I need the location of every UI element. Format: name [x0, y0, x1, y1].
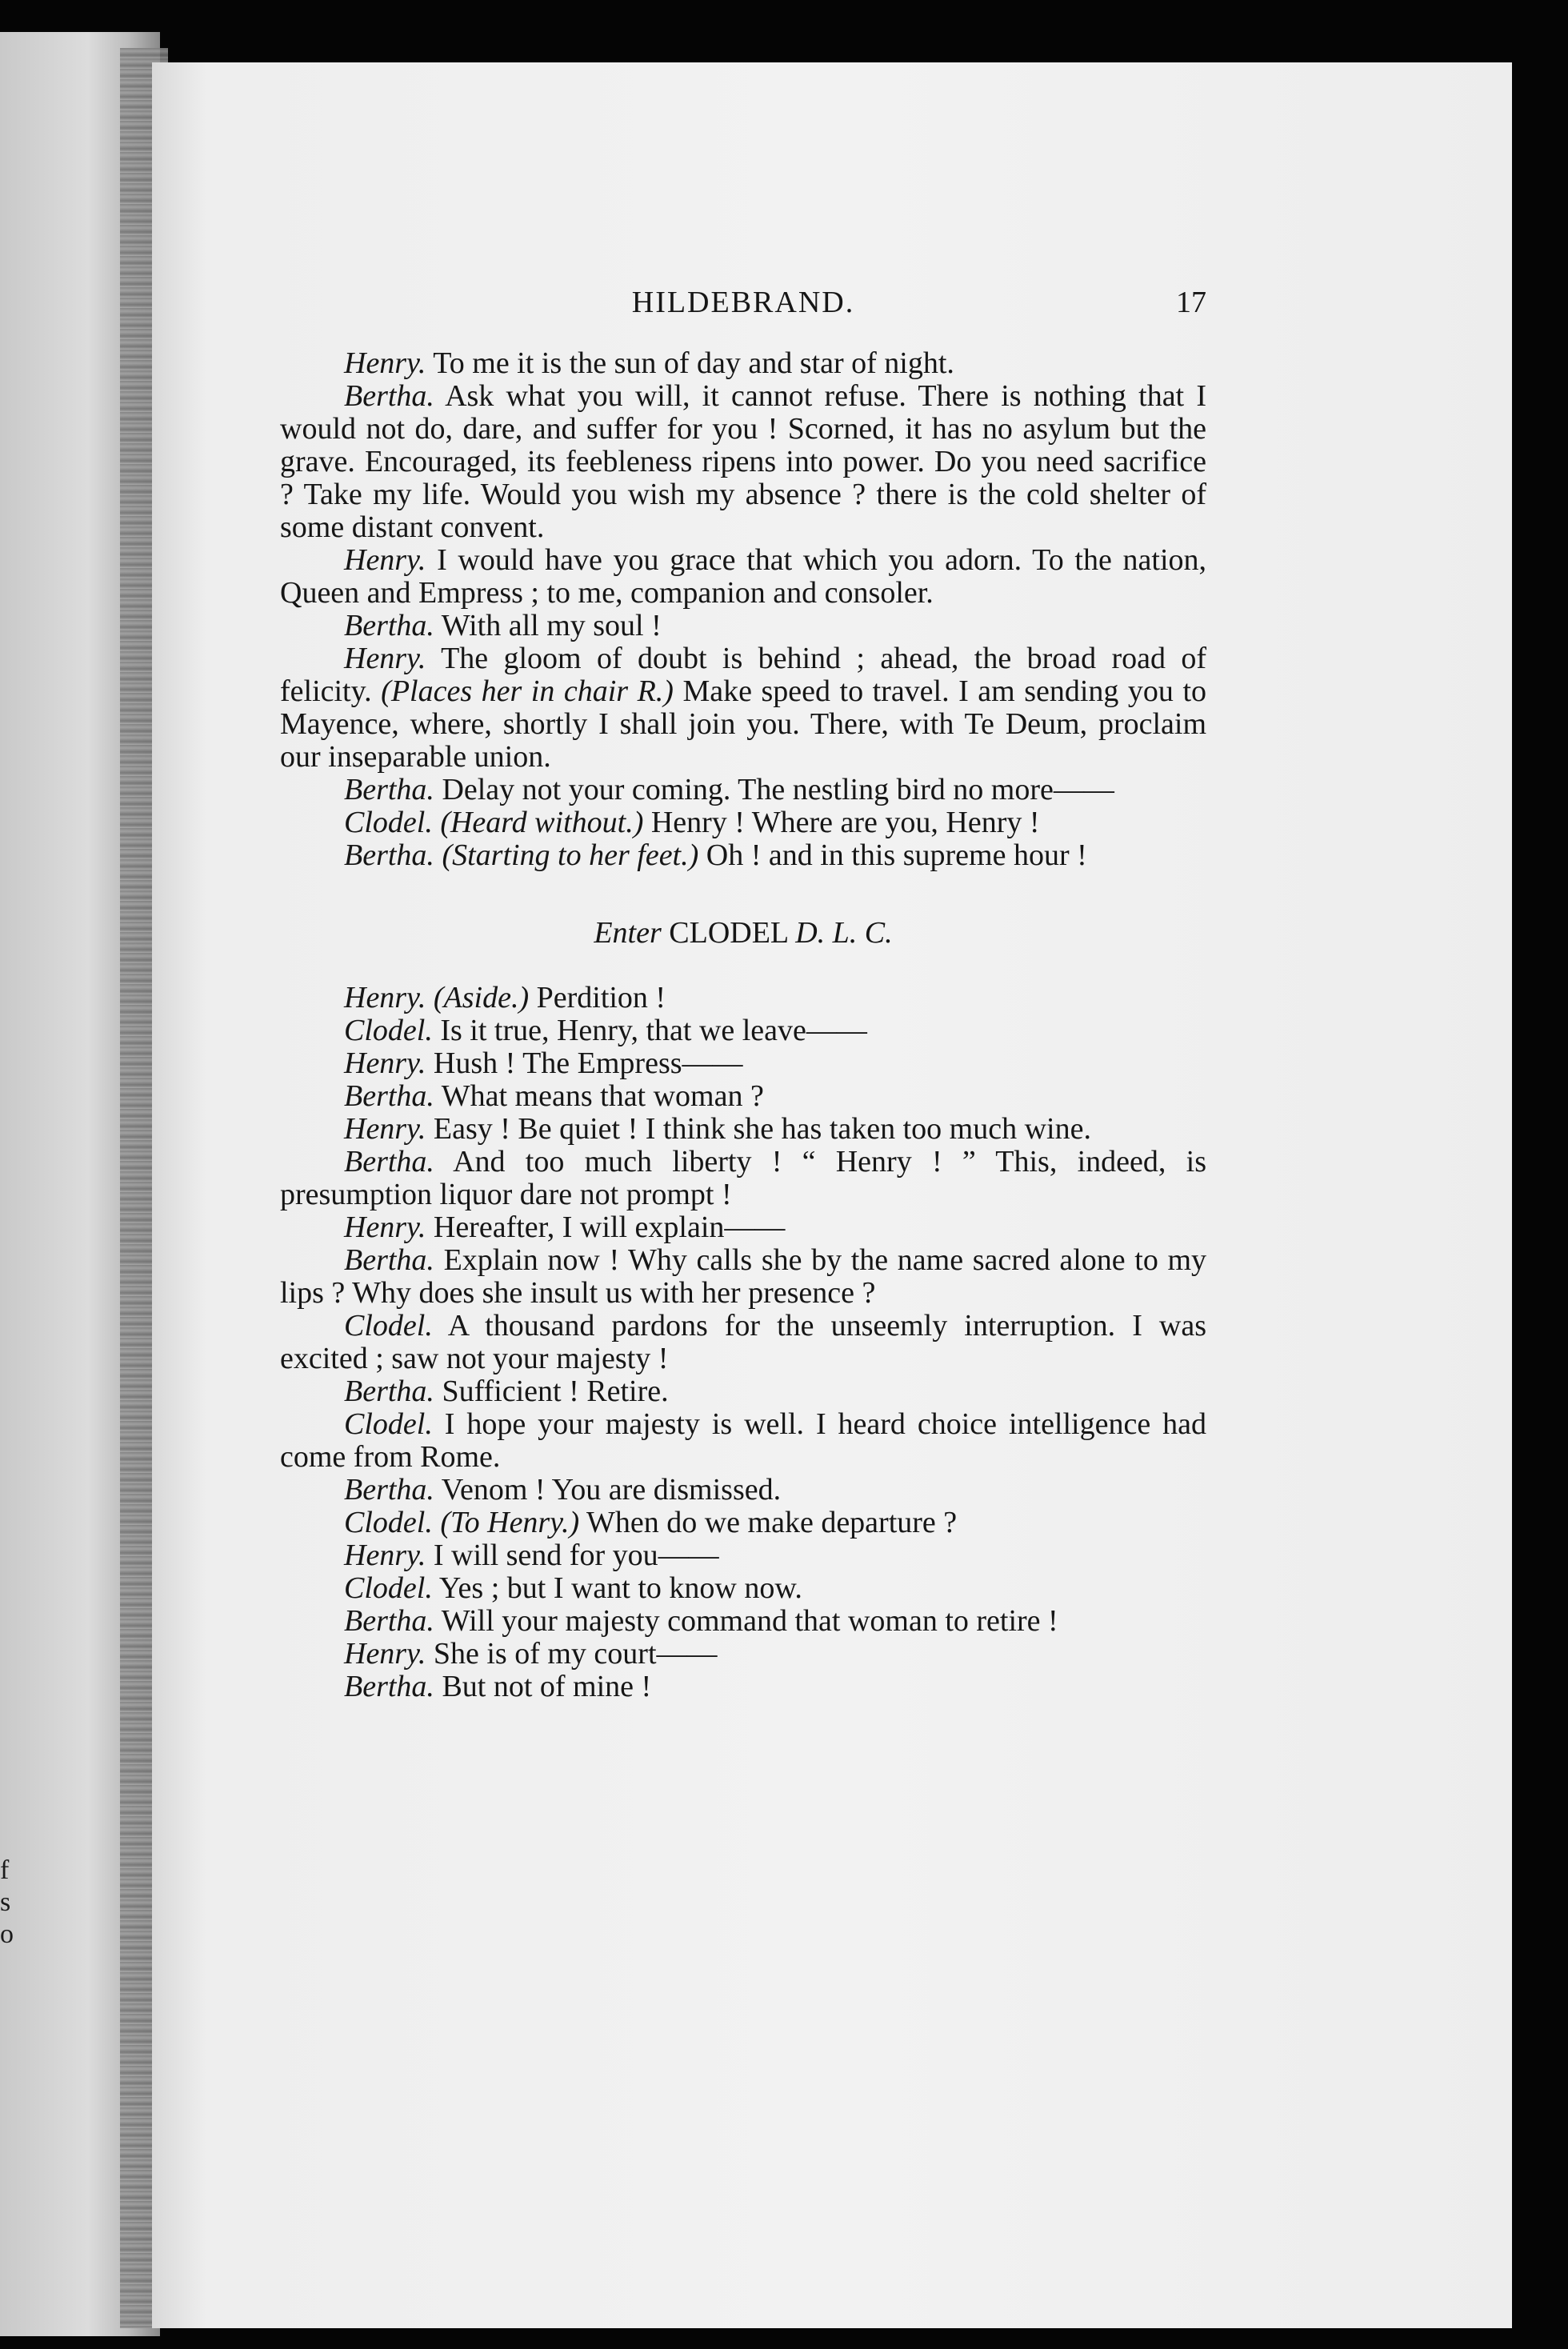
dialogue-line	[280, 774, 1206, 806]
dialogue-line	[280, 1474, 1206, 1507]
speech-text: Henry ! Where are you, Henry !	[650, 806, 1040, 839]
dialogue-line	[280, 982, 1206, 1014]
speaker-name: Clodel.	[344, 1407, 433, 1441]
speaker-name: Bertha.	[344, 838, 434, 872]
speaker-name: Bertha.	[344, 773, 434, 806]
speaker-name: Bertha.	[344, 1604, 434, 1638]
speech-text: Delay not your coming. The nestling bird no more——	[442, 773, 1114, 806]
dialogue-line	[280, 1539, 1206, 1572]
speaker-name: Clodel.	[344, 806, 433, 839]
speaker-name: Henry.	[344, 642, 426, 675]
speaker-name: Henry.	[344, 1637, 426, 1671]
stage-direction: (Places her in chair R.)	[381, 674, 674, 708]
dialogue-line	[280, 1113, 1206, 1146]
speech-text: Easy ! Be quiet ! I think she has taken too much wine.	[433, 1112, 1091, 1146]
stage-direction: (Starting to her feet.)	[442, 838, 699, 872]
speaker-name: Clodel.	[344, 1506, 433, 1539]
speech-text: And too much liberty ! “ Henry ! ” This, indeed, is presumption liquor dare not prompt !	[280, 1145, 1206, 1211]
speech-text: Sufficient ! Retire.	[442, 1375, 669, 1408]
speech-text: Perdition !	[536, 981, 666, 1014]
running-title: HILDEBRAND.	[631, 286, 855, 319]
dialogue-line	[280, 1572, 1206, 1605]
speaker-name: Henry.	[344, 1211, 426, 1244]
speech-text: When do we make departure ?	[586, 1506, 958, 1539]
dialogue-line	[280, 839, 1206, 872]
entrance-position: D. L. C.	[795, 916, 893, 950]
speaker-name: Henry.	[344, 1539, 426, 1572]
speech-text: Venom ! You are dismissed.	[441, 1473, 782, 1507]
speech-text: I would have you grace that which you adorn. To the nation, Queen and Empress ; to me, companion and consoler.	[280, 543, 1206, 610]
entrance-direction	[280, 917, 1206, 950]
speech-text: To me it is the sun of day and star of night.	[433, 346, 954, 380]
facing-page-fragments	[0, 1855, 16, 1951]
page-number: 17	[1176, 286, 1206, 319]
speaker-name: Henry.	[344, 346, 426, 380]
speaker-name: Clodel.	[344, 1571, 433, 1605]
entrance-character: CLODEL	[669, 916, 788, 950]
speech-text: Is it true, Henry, that we leave——	[440, 1014, 867, 1047]
dialogue-line	[280, 806, 1206, 839]
stage-direction: (Aside.)	[433, 981, 530, 1014]
speech-text: Oh ! and in this supreme hour !	[706, 838, 1087, 872]
dialogue-line	[280, 1671, 1206, 1703]
speaker-name: Bertha.	[344, 1079, 434, 1113]
dialogue-line	[280, 1310, 1206, 1375]
speech-text: The gloom of doubt is behind ; ahead, the broad road of felicity.	[280, 642, 1206, 708]
dialogue-line	[280, 347, 1206, 380]
dialogue-line	[280, 1211, 1206, 1244]
speech-text: What means that woman ?	[441, 1079, 764, 1113]
speech-text: I will send for you——	[433, 1539, 719, 1572]
speech-text: Ask what you will, it cannot refuse. There is nothing that I would not do, dare, and suffer for you ! Scorned, it has no asylum but the grave. Encouraged, its feebleness ripens into power. Do you need sacrifice ? Take my life. Would you wish my absence ? there is the cold shelter of some distant convent.	[280, 379, 1206, 544]
speech-text: A thousand pardons for the unseemly interruption. I was excited ; saw not your majesty !	[280, 1309, 1207, 1375]
dialogue-line	[280, 1244, 1206, 1310]
entrance-word: Enter	[594, 916, 662, 950]
speaker-name: Bertha.	[344, 379, 434, 413]
stage-direction: (Heard without.)	[440, 806, 644, 839]
page-text	[280, 282, 1206, 1703]
speaker-name: Henry.	[344, 1046, 426, 1080]
dialogue-line	[280, 1080, 1206, 1113]
speaker-name: Bertha.	[344, 1670, 434, 1703]
speaker-name: Henry.	[344, 543, 426, 577]
dialogue-line	[280, 544, 1206, 610]
dialogue-line	[280, 1507, 1206, 1539]
speech-text: But not of mine !	[442, 1670, 652, 1703]
speaker-name: Bertha.	[344, 609, 434, 642]
speaker-name: Bertha.	[344, 1473, 434, 1507]
fragment-letter: o	[0, 1919, 14, 1949]
speaker-name: Henry.	[344, 981, 426, 1014]
dialogue-line	[280, 1014, 1206, 1047]
speech-text: With all my soul !	[441, 609, 662, 642]
speaker-name: Henry.	[344, 1112, 426, 1146]
speaker-name: Bertha.	[344, 1243, 434, 1277]
stage-direction: (To Henry.)	[440, 1506, 580, 1539]
running-head	[280, 282, 1206, 330]
dialogue-line	[280, 380, 1206, 544]
dialogue-line	[280, 1047, 1206, 1080]
fragment-letter: f	[0, 1855, 10, 1885]
speech-text: Hereafter, I will explain——	[433, 1211, 786, 1244]
dialogue-line	[280, 1638, 1206, 1671]
dialogue-line	[280, 610, 1206, 642]
speech-text: I hope your majesty is well. I heard choice intelligence had come from Rome.	[280, 1407, 1206, 1474]
speech-text: Yes ; but I want to know now.	[438, 1571, 802, 1605]
speech-text: Make speed to travel. I am sending you to Mayence, where, shortly I shall join you. There, with Te Deum, proclaim our inseparable union.	[280, 674, 1207, 774]
dialogue-line	[280, 1408, 1206, 1474]
speech-text: Explain now ! Why calls she by the name sacred alone to my lips ? Why does she insult us with her presence ?	[280, 1243, 1207, 1310]
speech-text: She is of my court——	[433, 1637, 718, 1671]
dialogue-line	[280, 1605, 1206, 1638]
speaker-name: Bertha.	[344, 1145, 434, 1179]
dialogue-line	[280, 642, 1206, 774]
fragment-letter: s	[0, 1887, 11, 1917]
speaker-name: Clodel.	[344, 1309, 433, 1343]
speech-text: Will your majesty command that woman to retire !	[441, 1604, 1058, 1638]
speech-text: Hush ! The Empress——	[433, 1046, 743, 1080]
dialogue-line	[280, 1375, 1206, 1408]
speaker-name: Bertha.	[344, 1375, 434, 1408]
dialogue-line	[280, 1146, 1206, 1211]
speaker-name: Clodel.	[344, 1014, 433, 1047]
